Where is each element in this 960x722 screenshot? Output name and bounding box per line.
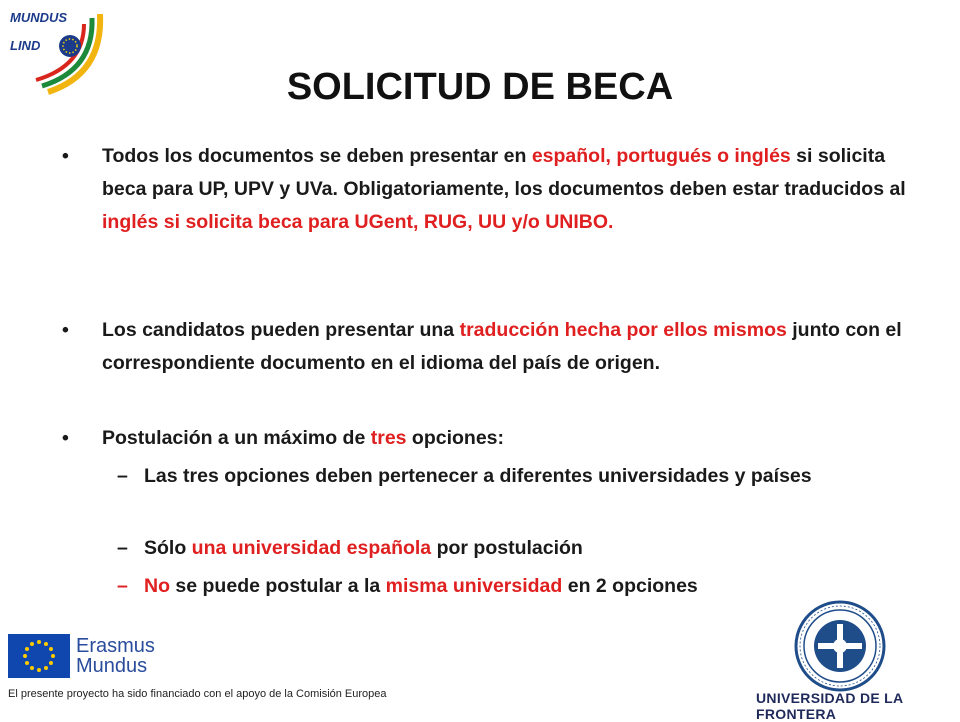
erasmus-mundus-label: [76, 636, 155, 676]
page-title: SOLICITUD DE BECA: [286, 66, 674, 108]
bullet-text-1: [102, 140, 922, 239]
text-segment: Las tres opciones deben pertenecer a diferentes universidades y países: [144, 465, 812, 487]
text-segment: Sólo: [144, 537, 192, 559]
bullet-icon: •: [62, 145, 69, 167]
bullet-icon: •: [62, 319, 69, 341]
bullet-text-2: [102, 314, 922, 380]
funding-note: El presente proyecto ha sido financiado con el apoyo de la Comisión Europea: [8, 688, 387, 700]
bullet-text-3: [102, 422, 922, 455]
highlighted-text: español, portugués o inglés: [531, 145, 791, 167]
dash-icon: –: [117, 575, 128, 597]
highlighted-text: inglés si solicita beca para UGent, RUG, UU y/o UNIBO.: [102, 211, 614, 233]
sub-bullet-text-1: [144, 460, 884, 493]
highlighted-text: tres: [370, 427, 407, 449]
erasmus-line-1: Erasmus: [76, 635, 155, 657]
highlighted-text: misma universidad: [385, 575, 563, 597]
text-segment: junto con el correspondiente documento en el idioma del país de origen.: [102, 319, 902, 374]
bullet-icon: •: [62, 427, 69, 449]
text-segment: por postulación: [431, 537, 583, 559]
dash-icon: –: [117, 465, 128, 487]
sub-bullet-text-2: [144, 532, 884, 565]
sub-bullet-text-3: [144, 570, 884, 603]
highlighted-text: una universidad española: [191, 537, 432, 559]
text-segment: en 2 opciones: [562, 575, 698, 597]
university-seal-icon: [794, 600, 886, 692]
erasmus-line-2: Mundus: [76, 655, 148, 677]
eu-flag-icon: [8, 634, 70, 678]
text-segment: Los candidatos pueden presentar una: [102, 319, 460, 341]
text-segment: Todos los documentos se deben presentar en: [102, 145, 532, 167]
university-name: UNIVERSIDAD DE LA FRONTERA: [756, 690, 903, 722]
text-segment: opciones:: [406, 427, 505, 449]
text-segment: si solicita beca para UP, UPV y UVa. Obligatoriamente, los documentos deben estar traducidos al: [102, 145, 906, 200]
highlighted-text: traducción hecha por ellos mismos: [459, 319, 787, 341]
text-segment: Postulación a un máximo de: [102, 427, 371, 449]
dash-icon: –: [117, 537, 128, 559]
logo-word-mundus: MUNDUS: [10, 10, 68, 25]
highlighted-text: No: [144, 575, 170, 597]
text-segment: se puede postular a la: [170, 575, 386, 597]
logo-word-lind: LIND: [10, 38, 41, 53]
